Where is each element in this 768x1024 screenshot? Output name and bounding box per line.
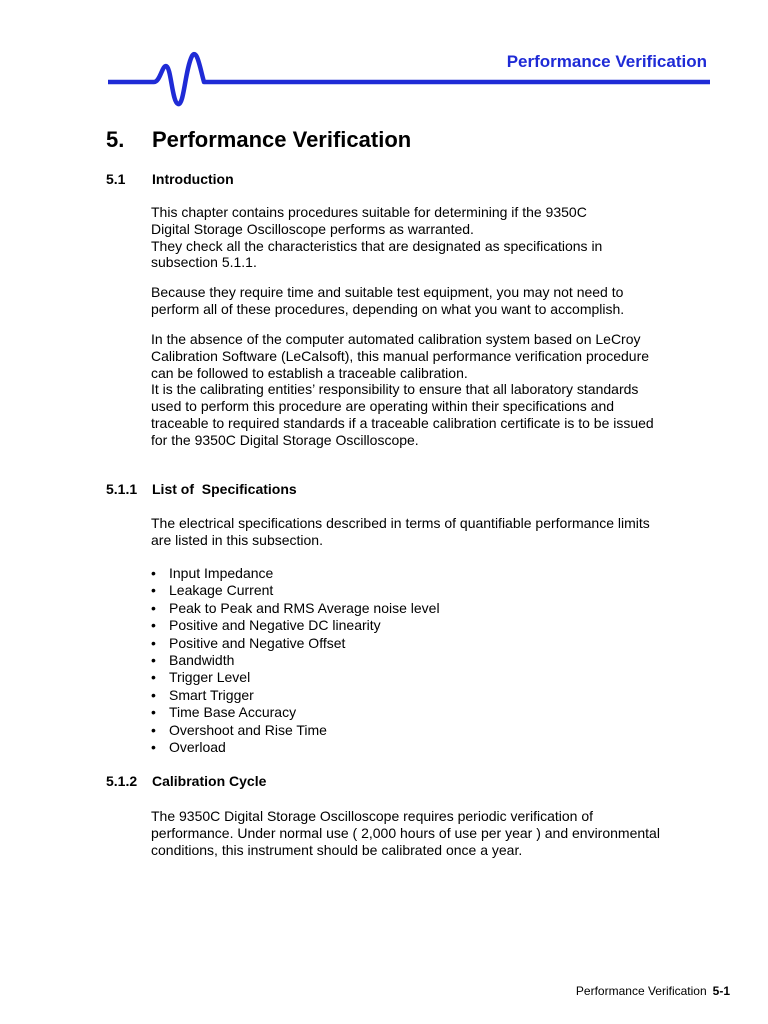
intro-paragraph-3 <box>151 331 671 449</box>
footer-label: Performance Verification <box>575 984 707 998</box>
bullet-icon: • <box>151 565 156 581</box>
text-line: conditions, this instrument should be calibrated once a year. <box>151 841 523 858</box>
section-heading-introduction <box>106 171 234 187</box>
bullet-icon: • <box>151 739 156 756</box>
text-line: for the 9350C Digital Storage Oscilloscope. <box>151 431 419 448</box>
bullet-icon: • <box>151 704 156 721</box>
list-item-text: Bandwidth <box>169 652 235 669</box>
chapter-number: 5. <box>106 127 125 152</box>
text-line: They check all the characteristics that are designated as specifications in <box>151 237 603 254</box>
text-line: used to perform this procedure are operating within their specifications and <box>151 398 615 415</box>
list-item-text: Peak to Peak and RMS Average noise level <box>169 599 440 616</box>
page-footer <box>576 984 730 998</box>
list-item-text: Input Impedance <box>169 565 274 581</box>
list-item <box>151 635 440 652</box>
list-item <box>151 600 440 617</box>
chapter-heading <box>106 127 411 153</box>
section-heading-list-of-specifications <box>106 481 297 497</box>
list-item <box>151 617 440 634</box>
text-line: In the absence of the computer automated calibration system based on LeCroy <box>151 331 641 347</box>
list-item <box>151 582 440 599</box>
bullet-icon: • <box>151 599 156 616</box>
bullet-icon: • <box>151 617 156 634</box>
section-number: 5.1.2 <box>106 773 138 789</box>
list-item <box>151 739 440 756</box>
specifications-intro <box>151 515 671 549</box>
specifications-list <box>151 565 440 756</box>
list-item <box>151 669 440 686</box>
list-item <box>151 722 440 739</box>
section-number: 5.1.1 <box>106 481 138 497</box>
bullet-icon: • <box>151 652 156 669</box>
bullet-icon: • <box>151 686 156 703</box>
bullet-icon: • <box>151 634 156 651</box>
list-item-text: Overshoot and Rise Time <box>169 721 327 738</box>
page-number: 5-1 <box>712 984 730 998</box>
bullet-icon: • <box>151 582 156 599</box>
list-item-text: Overload <box>169 739 226 756</box>
text-line: This chapter contains procedures suitable for determining if the 9350C <box>151 204 587 220</box>
chapter-title: Performance Verification <box>152 127 412 152</box>
section-title: Introduction <box>152 171 234 187</box>
bullet-icon: • <box>151 721 156 738</box>
text-line: It is the calibrating entities’ responsibility to ensure that all laboratory standards <box>151 381 639 398</box>
text-line: subsection 5.1.1. <box>151 254 257 271</box>
list-item-text: Smart Trigger <box>169 686 254 703</box>
list-item-text: Trigger Level <box>169 669 251 686</box>
section-title: List of Specifications <box>152 481 297 497</box>
text-line: The electrical specifications described in terms of quantifiable performance limits <box>151 515 650 531</box>
list-item <box>151 565 440 582</box>
intro-paragraph-1 <box>151 204 671 271</box>
text-line: can be followed to establish a traceable calibration. <box>151 364 468 381</box>
section-number: 5.1 <box>106 171 126 187</box>
list-item-text: Leakage Current <box>169 582 274 599</box>
list-item-text: Positive and Negative Offset <box>169 634 346 651</box>
list-item-text: Positive and Negative DC linearity <box>169 617 381 634</box>
text-line: Because they require time and suitable test equipment, you may not need to <box>151 284 624 300</box>
list-item <box>151 652 440 669</box>
text-line: Calibration Software (LeCalsoft), this manual performance verification procedure <box>151 347 650 364</box>
bullet-icon: • <box>151 669 156 686</box>
list-item <box>151 687 440 704</box>
running-header-title: Performance Verification <box>506 52 707 71</box>
intro-paragraph-2 <box>151 284 671 318</box>
text-line: are listed in this subsection. <box>151 531 323 548</box>
list-item-text: Time Base Accuracy <box>169 704 297 721</box>
text-line: The 9350C Digital Storage Oscilloscope requires periodic verification of <box>151 808 593 824</box>
text-line: Digital Storage Oscilloscope performs as warranted. <box>151 220 474 237</box>
text-line: traceable to required standards if a traceable calibration certificate is to be issued <box>151 414 654 431</box>
section-heading-calibration-cycle <box>106 773 266 789</box>
calibration-cycle-paragraph <box>151 808 671 858</box>
list-item <box>151 704 440 721</box>
text-line: performance. Under normal use ( 2,000 hours of use per year ) and environmental <box>151 824 660 841</box>
text-line: perform all of these procedures, depending on what you want to accomplish. <box>151 300 625 317</box>
section-title: Calibration Cycle <box>152 773 267 789</box>
